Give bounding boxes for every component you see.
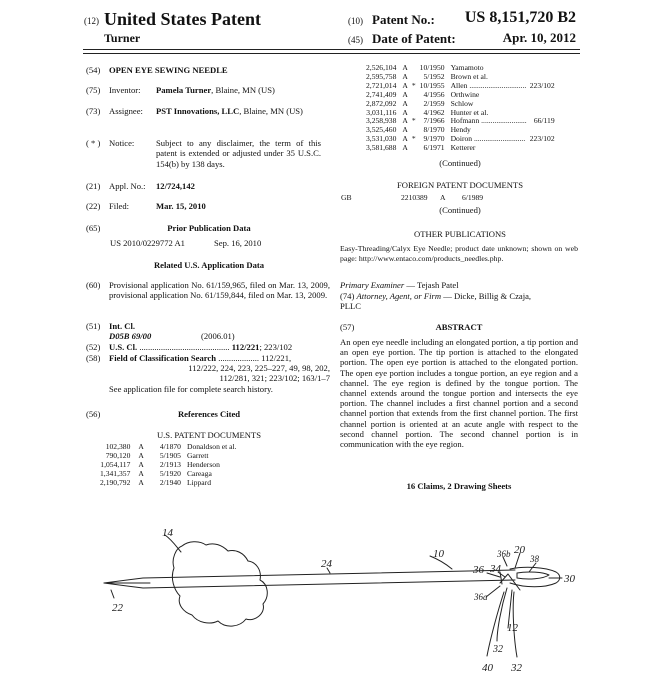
uscl-value2: ; 223/102 (259, 342, 293, 352)
ref-name: Donaldson et al. (186, 442, 237, 451)
notice-code: ( * ) (86, 138, 101, 148)
attorney-label: Attorney, Agent, or Firm (356, 291, 442, 301)
ref-kind: A (402, 125, 408, 135)
ref-date: 5/1905 (159, 450, 181, 460)
ref-label-36b: 36b (497, 549, 511, 559)
ref-kind: A (138, 459, 144, 469)
field-line2: 112/222, 224, 223, 225–227, 49, 98, 202, (188, 363, 330, 373)
ref-label-36: 36 (473, 564, 484, 576)
appl-number: 12/724,142 (156, 181, 195, 191)
ref-label-14: 14 (162, 527, 173, 539)
abstract-text: An open eye needle including an elongated portion, a tip portion and an open eye portion. The tip portion is attached to the elongated portion. The open eye portion is attached to the elongated portion. The open eye portion includes a tongue portion, an eye region and a channel. The eye region is defined by the tongue portion. The channel extends around the tongue portion and intersects the eye portion. The channel includes a first channel portion and a second channel portion that extends from the first channel portion. The first channel portion is oriented at an acute angle with respect to the second channel portion. The second channel portion is in communication with the eye region. (340, 337, 578, 450)
prior-heading: Prior Publication Data (167, 223, 251, 233)
patent-date: Apr. 10, 2012 (502, 30, 576, 45)
examiner-name: — Tejash Patel (406, 280, 459, 290)
attorney-name: — Dicke, Billig & Czaja, (443, 291, 532, 301)
prior-pub-number: US 2010/0229772 A1 (110, 238, 185, 248)
field-line3: 112/281, 321; 223/102; 163/1–7 (219, 373, 330, 383)
ref-date: 2/1940 (159, 477, 181, 487)
ref-date: 10/1955 (419, 80, 445, 90)
ref-number: 3,531,030 (366, 134, 397, 144)
ref-label-20: 20 (514, 544, 525, 556)
ref-number: 2,872,092 (366, 98, 397, 108)
ref-name: Hofmann ........................ (450, 116, 527, 126)
foreign-kind: A (440, 193, 446, 202)
date-code: (45) (348, 35, 363, 45)
needle-shaft-bottom (104, 580, 515, 588)
ref-number: 790,120 (105, 450, 131, 460)
ref-date: 4/1956 (423, 89, 445, 99)
assignee-label: Assignee: (109, 106, 143, 116)
uscl-code: (52) (86, 342, 101, 352)
intcl-label: Int. Cl. (109, 321, 136, 331)
ref-kind: A (402, 107, 408, 117)
ref-name: Doiron ........................... (450, 134, 526, 144)
assignee-code: (73) (86, 106, 101, 116)
needle-eye (517, 572, 549, 579)
ref-name: Yamamoto (450, 63, 484, 72)
intcl-year: (2006.01) (201, 331, 235, 341)
field-line1: ................... 112/221, (218, 353, 292, 363)
region-14 (172, 542, 267, 626)
foreign-heading: FOREIGN PATENT DOCUMENTS (396, 180, 524, 190)
continued-1: (Continued) (439, 158, 481, 168)
filed-date: Mar. 15, 2010 (156, 201, 206, 211)
ref-kind: A (402, 116, 408, 126)
ref-name: Careaga (186, 468, 212, 478)
ref-date: 8/1970 (423, 125, 445, 135)
ref-number: 3,525,460 (366, 125, 397, 135)
field-label: Field of Classification Search (109, 353, 217, 363)
ref-kind: A (402, 71, 408, 81)
ref-kind: A (138, 442, 144, 451)
ref-name: Hendy (450, 125, 471, 135)
ref-label-12: 12 (507, 622, 518, 634)
abstract-code: (57) (340, 322, 355, 332)
other-pubs-text: Easy-Threading/Calyx Eye Needle; product date unknown; shown on web page: http://www.entaco.com/products_needles.php. (340, 244, 578, 263)
leader-22 (111, 590, 114, 598)
foreign-number: 2210389 (401, 193, 428, 202)
notice-label: Notice: (109, 138, 135, 148)
ref-label-36a: 36a (474, 592, 488, 602)
ref-number: 2,721,014 (366, 80, 397, 90)
ref-date: 5/1952 (423, 71, 445, 81)
ref-number: 2,595,758 (366, 71, 397, 81)
ref-name: Lippard (186, 477, 212, 487)
ref-kind: A (138, 477, 144, 487)
ref-label-22: 22 (112, 602, 123, 614)
continued-2: (Continued) (439, 205, 481, 215)
ref-number: 3,581,688 (366, 143, 397, 153)
ref-star: * (411, 80, 416, 90)
assignee-location: , Blaine, MN (US) (239, 106, 303, 116)
field-code: (58) (86, 353, 101, 363)
date-label: Date of Patent: (372, 31, 456, 46)
ref-date: 9/1970 (423, 134, 445, 144)
ref-label-32a: 32 (493, 644, 503, 655)
examiner-label: Primary Examiner (340, 280, 405, 290)
uscl-dots: .......................................... (139, 342, 230, 352)
foreign-date: 6/1989 (462, 193, 484, 202)
uscl-value: 112/221 (231, 342, 260, 352)
ref-date: 4/1870 (159, 442, 181, 451)
patent-office-title: United States Patent (104, 9, 261, 29)
abstract-heading: ABSTRACT (435, 322, 483, 332)
ref-kind: A (138, 468, 144, 478)
assignee-name: PST Innovations, LLC (156, 106, 240, 116)
other-pubs-heading: OTHER PUBLICATIONS (414, 229, 506, 239)
ref-star: * (411, 116, 416, 126)
leader-32a (497, 588, 507, 641)
refs-code: (56) (86, 409, 101, 419)
ref-number: 2,526,104 (366, 63, 397, 72)
ref-star: * (411, 134, 416, 144)
ref-date: 5/1920 (159, 468, 181, 478)
ref-label-24: 24 (321, 558, 332, 570)
ref-number: 102,380 (105, 442, 131, 451)
filed-label: Filed: (109, 201, 130, 211)
inventor-name: Pamela Turner (156, 85, 212, 95)
ref-class: 223/102 (529, 80, 555, 90)
ref-kind: A (138, 450, 144, 460)
inventor-code: (75) (86, 85, 101, 95)
ref-date: 4/1962 (423, 107, 445, 117)
ref-name: Orthwine (450, 89, 480, 99)
ref-number: 1,341,357 (100, 468, 131, 478)
ref-name: Allen .............................. (450, 80, 527, 90)
appl-label: Appl. No.: (109, 181, 146, 191)
attorney-code: (74) (340, 291, 355, 301)
ref-label-30: 30 (564, 573, 575, 585)
invention-title: OPEN EYE SEWING NEEDLE (109, 65, 228, 75)
ref-label-10: 10 (433, 548, 444, 560)
prior-code: (65) (86, 223, 101, 233)
attorney-name-2: PLLC (340, 301, 362, 311)
leader-36a (486, 586, 500, 597)
ref-date: 10/1950 (419, 63, 445, 72)
prior-pub-date: Sep. 16, 2010 (214, 238, 262, 248)
foreign-country: GB (341, 193, 352, 202)
title-code: (54) (86, 65, 101, 75)
ref-class: 223/102 (529, 134, 555, 144)
ref-name: Henderson (186, 459, 220, 469)
related-heading: Related U.S. Application Data (153, 260, 265, 270)
patent-no-label: Patent No.: (372, 12, 435, 27)
provisional-code: (60) (86, 280, 101, 290)
inventor-label: Inventor: (109, 85, 141, 95)
notice-text: Subject to any disclaimer, the term of this patent is extended or adjusted under 35 U.S.C. 154(b) by 138 days. (156, 138, 321, 169)
ref-name: Schlow (450, 98, 474, 108)
ref-kind: A (402, 98, 408, 108)
filed-code: (22) (86, 201, 101, 211)
ref-label-40: 40 (482, 662, 493, 674)
uscl-label: U.S. Cl. (109, 342, 138, 352)
intcl-code: (51) (86, 321, 101, 331)
ref-kind: A (402, 89, 408, 99)
ref-label-34: 34 (490, 563, 501, 575)
inventor-location: , Blaine, MN (US) (211, 85, 275, 95)
ref-name: Brown et al. (450, 71, 488, 81)
appl-code: (21) (86, 181, 101, 191)
ref-number: 2,741,409 (366, 89, 397, 99)
field-note: See application file for complete search history. (109, 384, 273, 394)
ref-kind: A (402, 134, 408, 144)
ref-kind: A (402, 143, 408, 153)
ref-class: 66/119 (533, 116, 555, 126)
intcl-class: D05B 69/00 (109, 331, 152, 341)
ref-number: 3,258,938 (366, 116, 397, 126)
ref-number: 1,054,117 (100, 459, 131, 469)
ref-date: 2/1913 (159, 459, 181, 469)
ref-label-38: 38 (530, 554, 539, 564)
ref-date: 6/1971 (423, 143, 445, 153)
kind-code: (12) (84, 16, 99, 26)
ref-date: 2/1959 (423, 98, 445, 108)
ref-number: 2,190,792 (100, 477, 131, 487)
patent-no-code: (10) (348, 16, 363, 26)
ref-name: Ketterer (450, 143, 476, 153)
ref-name: Hunter et al. (450, 107, 489, 117)
ref-kind: A (402, 63, 408, 72)
inventor-surname: Turner (104, 31, 141, 45)
ref-number: 3,031,116 (366, 107, 397, 117)
ref-label-32b: 32 (511, 662, 522, 674)
refs-heading: References Cited (177, 409, 241, 419)
ref-date: 7/1966 (423, 116, 445, 126)
provisional-text: Provisional application No. 61/159,965, filed on Mar. 13, 2009, provisional application No. 61/159,844, filed on Mar. 13, 2009. (109, 280, 330, 301)
claims-summary: 16 Claims, 2 Drawing Sheets (406, 481, 512, 491)
ref-kind: A (402, 80, 408, 90)
ref-name: Garrett (186, 450, 209, 460)
patent-number: US 8,151,720 B2 (464, 9, 576, 26)
us-docs-heading: U.S. PATENT DOCUMENTS (156, 430, 262, 440)
